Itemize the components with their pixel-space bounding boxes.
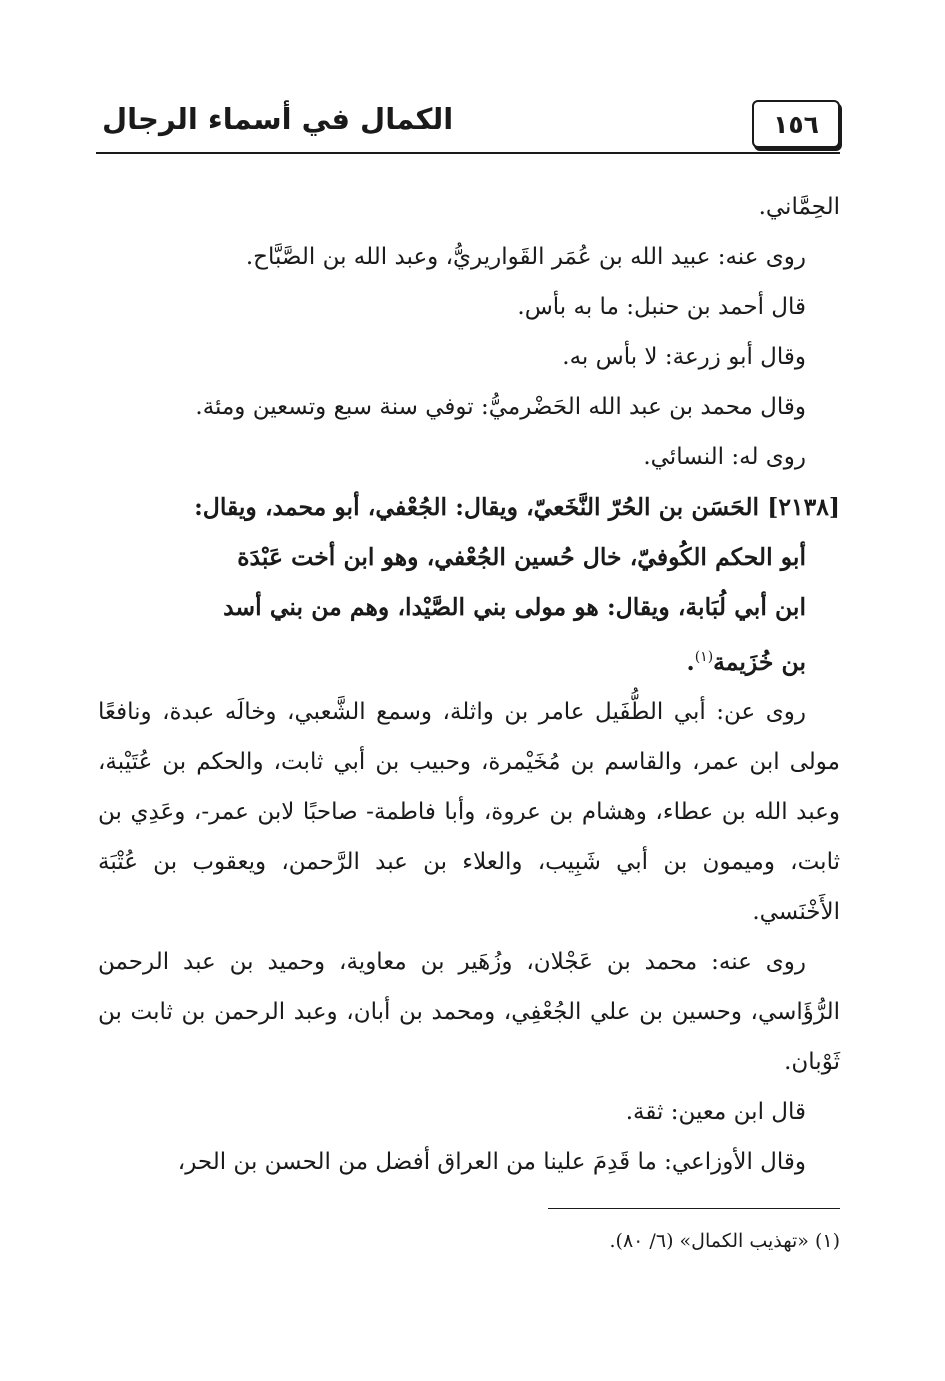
page-number: ١٥٦ — [752, 100, 840, 148]
paragraph: روى عنه: محمد بن عَجْلان، وزُهَير بن معاوية، وحميد بن عبد الرحمن الرُّؤَاسي، وحسين بن علي الجُعْفِي، ومحمد بن أبان، وعبد الرحمن بن ثابت بن ثَوْبان. — [98, 948, 840, 1075]
footnote-divider — [548, 1208, 840, 1209]
paragraph: وقال الأوزاعي: ما قَدِمَ علينا من العراق أفضل من الحسن بن الحر، — [177, 1148, 806, 1175]
page-header — [96, 96, 840, 156]
paragraph: قال ابن معين: ثقة. — [625, 1098, 806, 1125]
paragraph: وقال محمد بن عبد الله الحَضْرميُّ: توفي سنة سبع وتسعين ومئة. — [195, 394, 806, 420]
entry-heading-line: ابن أبي لُبَابة، ويقال: هو مولى بني الصَّيْدا، وهم من بني أسد — [223, 593, 806, 621]
paragraph: الحِمَّاني. — [758, 194, 840, 220]
paragraph: روى له: النسائي. — [643, 444, 806, 470]
header-divider — [96, 152, 840, 154]
paragraph: روى عن: أبي الطُّفَيل عامر بن واثلة، وسمع الشَّعبي، وخالَه عبدة، ونافعًا مولى ابن عمر، والقاسم بن مُخَيْمرة، وحبيب بن أبي ثابت، والحكم بن عُتَيْبة، وعبد الله بن عطاء، وهشام بن عروة، وأبا فاطمة- صاحبًا لابن عمر-، وعَدِي بن ثابت، وميمون بن أبي شَبِيب، والعلاء بن عبد الرَّحمن، ويعقوب بن عُتْبَة الأَخْنَسي. — [98, 698, 840, 925]
main-text — [98, 182, 840, 1187]
entry-heading-line — [98, 632, 840, 687]
paragraph: قال أحمد بن حنبل: ما به بأس. — [517, 294, 806, 320]
paragraph: وقال أبو زرعة: لا بأس به. — [562, 344, 806, 370]
entry-heading-line: أبو الحكم الكُوفيّ، خال حُسين الجُعْفي، وهو ابن أخت عَبْدَة — [237, 543, 806, 571]
paragraph: روى عنه: عبيد الله بن عُمَر القَواريريُّ، وعبد الله بن الصَّبَّاح. — [245, 244, 806, 270]
entry-heading-line: [٢١٣٨] الحَسَن بن الحُرّ النَّخَعيّ، ويقال: الجُعْفي، أبو محمد، ويقال: — [194, 493, 840, 521]
entry-heading-text: بن خُزَيمة — [713, 647, 806, 676]
biography-entry-heading — [98, 482, 840, 687]
footnote: (١) «تهذيب الكمال» (٦/ ٨٠). — [609, 1230, 840, 1252]
footnote-reference: (١) — [694, 649, 714, 665]
book-title: الكمال في أسماء الرجال — [102, 102, 454, 136]
entry-heading-end: . — [686, 647, 695, 676]
